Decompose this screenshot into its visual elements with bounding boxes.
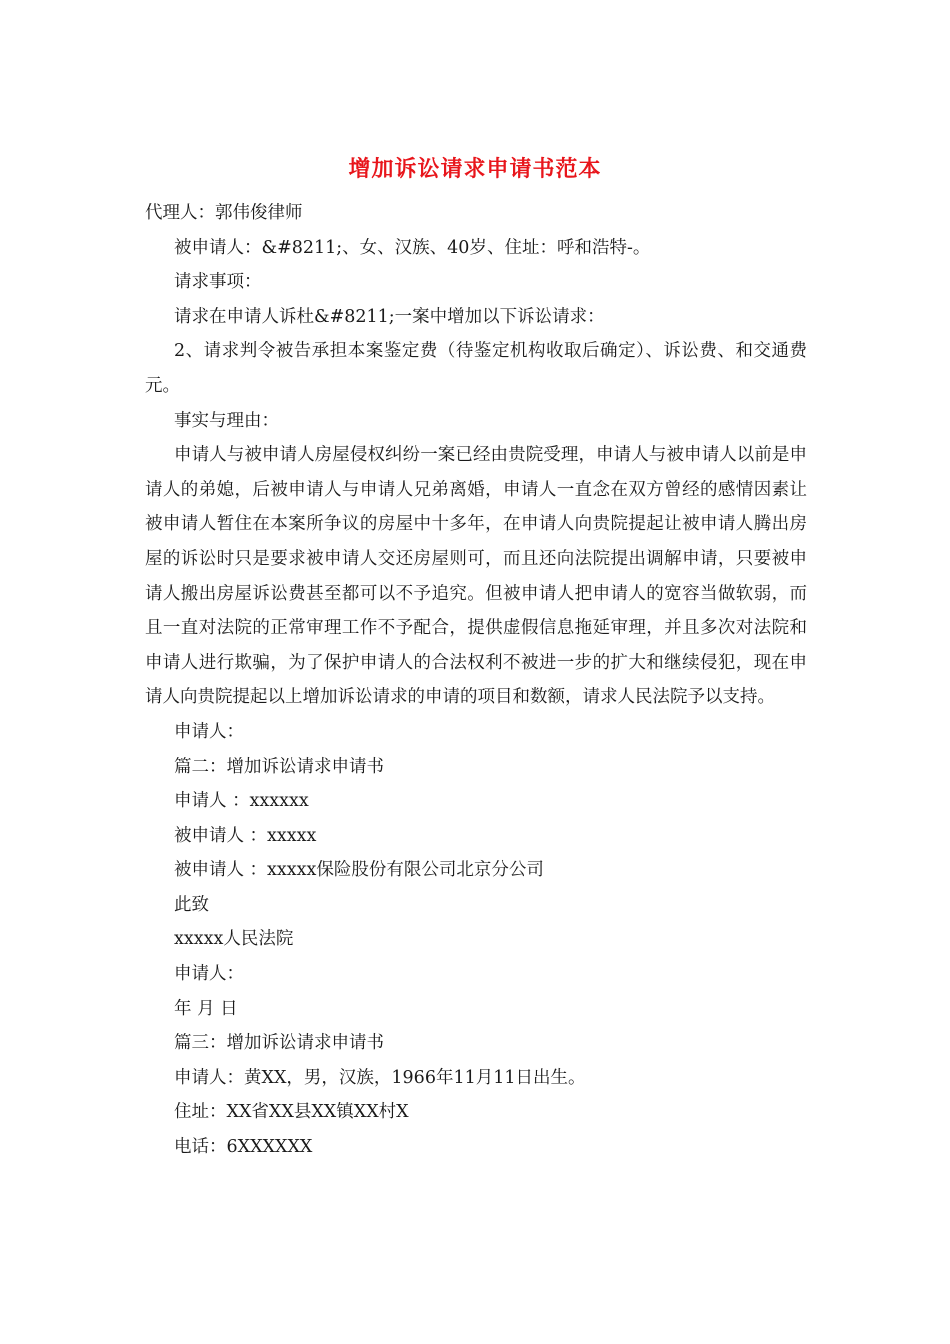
paragraph-claims-heading: 请求事项：	[174, 272, 262, 293]
paragraph-section-3-applicant: 申请人：黄XX，男，汉族，1966年11月11日出生。	[174, 1067, 586, 1088]
paragraph-court: xxxxx人民法院	[174, 929, 294, 950]
paragraph-claim-2: 2、请求判令被告承担本案鉴定费（待鉴定机构收取后确定）、诉讼费、和交通费元。	[145, 341, 807, 396]
paragraph-section-3-heading: 篇三：增加诉讼请求申请书	[174, 1033, 384, 1054]
paragraph-applicant-sign-1: 申请人：	[174, 721, 244, 742]
paragraph-section-3-phone: 电话：6XXXXXX	[174, 1137, 313, 1158]
paragraph-claims-intro: 请求在申请人诉杜&#8211;一案中增加以下诉讼请求：	[174, 306, 605, 327]
paragraph-section-3-address: 住址：XX省XX县XX镇XX村X	[174, 1102, 409, 1123]
paragraph-section-2-respondent-2: 被申请人 ：xxxxx保险股份有限公司北京分公司	[174, 860, 544, 881]
paragraph-salutation: 此致	[174, 894, 209, 915]
paragraph-respondent: 被申请人：&#8211;、女、汉族、40岁、住址：呼和浩特-。	[174, 237, 651, 258]
paragraph-section-2-respondent-1: 被申请人 ：xxxxx	[174, 825, 317, 846]
paragraph-applicant-sign-2: 申请人：	[174, 964, 244, 985]
paragraph-date: 年 月 日	[174, 998, 238, 1019]
paragraph-section-2-heading: 篇二：增加诉讼请求申请书	[174, 756, 384, 777]
paragraph-section-2-applicant: 申请人 ：xxxxxx	[174, 791, 309, 812]
paragraph-agent: 代理人：郭伟俊律师	[145, 203, 303, 223]
paragraph-facts-body: 申请人与被申请人房屋侵权纠纷一案已经由贵院受理，申请人与被申请人以前是申请人的弟媳，后被申请人与申请人兄弟离婚，申请人一直念在双方曾经的感情因素让被申请人暂住在本案所争议的房屋中十多年，在申请人向贵院提起让被申请人腾出房屋的诉讼时只是要求被申请人交还房屋则可，而且还向法院提出调解申请，只要被申请人搬出房屋诉讼费甚至都可以不予追究。但被申请人把申请人的宽容当做软弱，而且一直对法院的正常审理工作不予配合，提供虚假信息拖延审理，并且多次对法院和申请人进行欺骗，为了保护申请人的合法权利不被进一步的扩大和继续侵犯，现在申请人向贵院提起以上增加诉讼请求的申请的项目和数额，请求人民法院予以支持。	[145, 445, 807, 708]
document-title: 增加诉讼请求申请书范本	[348, 156, 602, 182]
paragraph-facts-heading: 事实与理由：	[174, 410, 279, 431]
document-body	[145, 196, 807, 1165]
